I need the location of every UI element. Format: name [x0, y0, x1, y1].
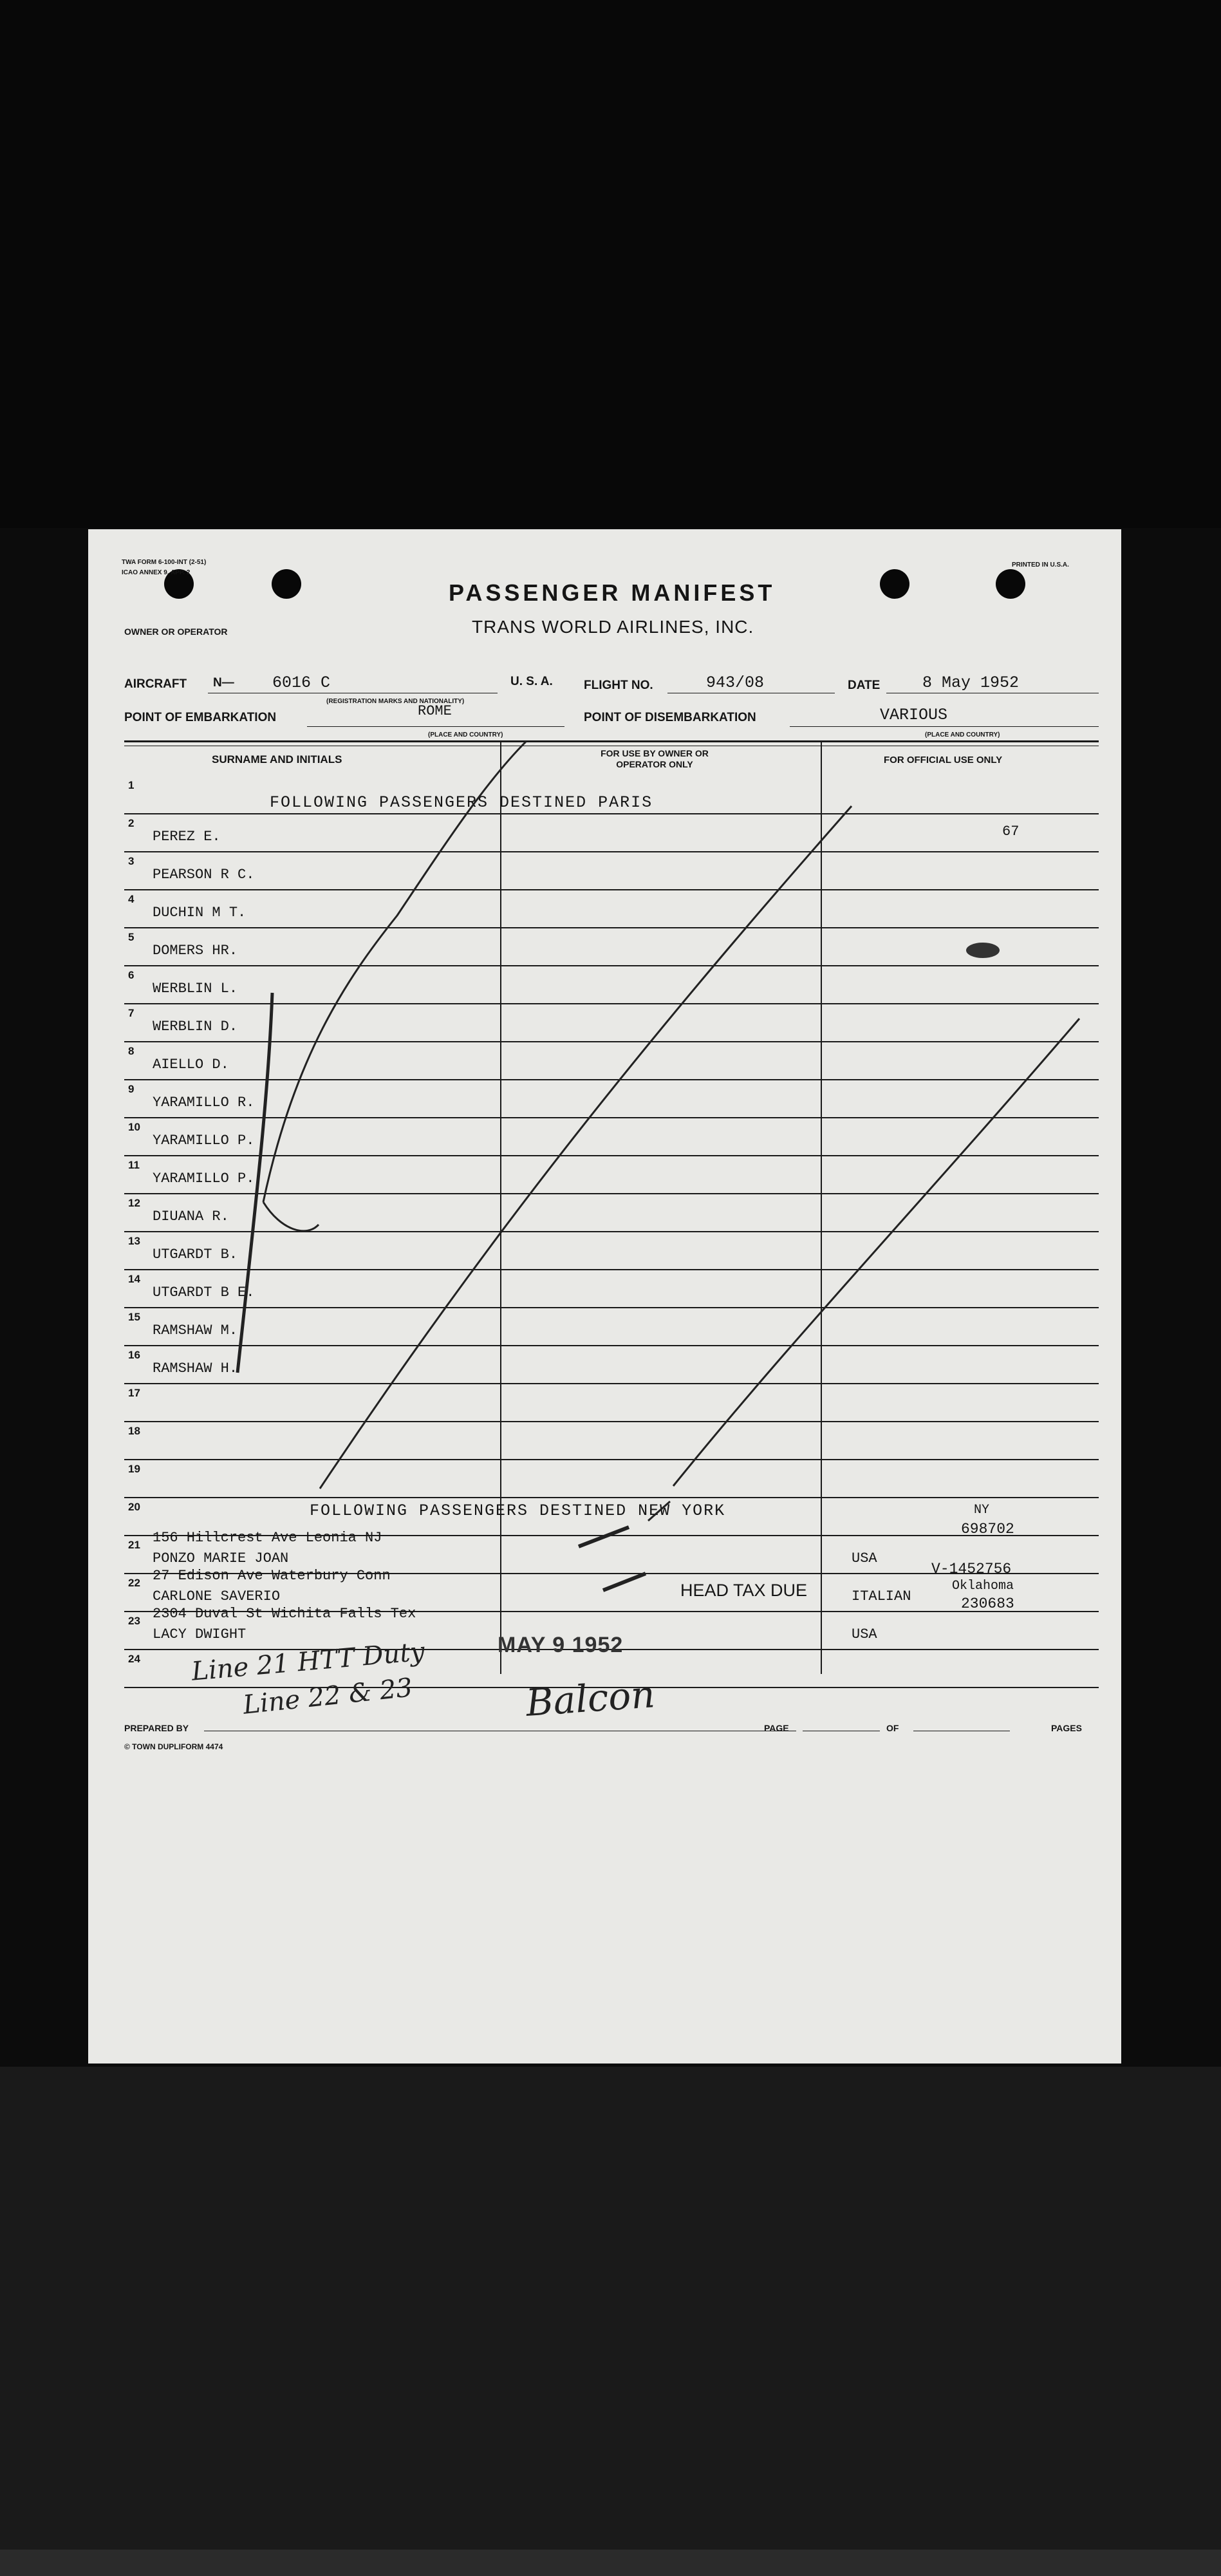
row-number: 12: [128, 1197, 140, 1209]
official-note-row-23: Oklahoma: [952, 1579, 1014, 1594]
row-rule: [124, 1307, 1099, 1308]
row-number: 7: [128, 1007, 135, 1019]
official-value-row-21: 698702: [961, 1521, 1014, 1537]
row-rule: [124, 1231, 1099, 1232]
cancel-stroke-hook: [263, 1202, 319, 1231]
row-number: 10: [128, 1121, 140, 1133]
official-entry: USA: [852, 1626, 877, 1642]
passenger-name: PONZO MARIE JOAN: [153, 1550, 289, 1566]
passenger-name: RAMSHAW H.: [153, 1360, 238, 1377]
row-rule: [124, 813, 1099, 814]
row-number: 1: [128, 779, 135, 791]
film-border-bottom: [0, 2067, 1221, 2576]
official-entry: 67: [1002, 823, 1020, 840]
passenger-name: WERBLIN L.: [153, 981, 238, 997]
row-number: 9: [128, 1083, 135, 1095]
pages-label: PAGES: [1051, 1723, 1082, 1733]
aircraft-number: 6016 C: [272, 673, 331, 692]
address-row-22: 27 Edison Ave Waterbury Conn: [153, 1568, 391, 1584]
disembarkation-value: VARIOUS: [880, 706, 948, 724]
registration-caption: (REGISTRATION MARKS AND NATIONALITY): [326, 698, 465, 705]
row-number: 24: [128, 1653, 140, 1665]
passenger-name: LACY DWIGHT: [153, 1626, 247, 1642]
row-rule: [124, 851, 1099, 852]
film-edge: [0, 2550, 1221, 2576]
airline-name: TRANS WORLD AIRLINES, INC.: [472, 617, 754, 637]
official-value-row-22: V-1452756: [931, 1561, 1012, 1577]
of-label: OF: [886, 1723, 899, 1733]
official-note-row-21: NY: [974, 1503, 990, 1518]
owner-note: HEAD TAX DUE: [680, 1581, 808, 1600]
row-number: 19: [128, 1463, 140, 1475]
passenger-name: YARAMILLO P.: [153, 1170, 255, 1187]
passenger-name: DIUANA R.: [153, 1208, 229, 1225]
passenger-name: PEARSON R C.: [153, 867, 255, 883]
address-row-21: 156 Hillcrest Ave Leonia NJ: [153, 1530, 382, 1546]
handwritten-signature: Balcon: [524, 1672, 657, 1725]
passenger-name: UTGARDT B E.: [153, 1284, 255, 1301]
handwritten-note-2: Line 22 & 23: [241, 1673, 415, 1720]
tick-mark-1: [579, 1527, 629, 1547]
cancel-stroke-middle: [320, 806, 852, 1489]
passenger-name: DOMERS HR.: [153, 943, 238, 959]
row-rule: [124, 1041, 1099, 1042]
row-number: 5: [128, 931, 135, 943]
row-number: 21: [128, 1539, 140, 1551]
row-rule: [124, 1459, 1099, 1460]
printer-note: © TOWN DUPLIFORM 4474: [124, 1742, 223, 1751]
row-number: 23: [128, 1615, 140, 1627]
punch-hole: [996, 569, 1025, 599]
flight-number: 943/08: [706, 673, 765, 692]
disembark-place-caption: (PLACE AND COUNTRY): [925, 731, 1000, 738]
aircraft-nationality: U. S. A.: [510, 675, 553, 688]
official-entry: ITALIAN: [852, 1588, 911, 1604]
embark-place-caption: (PLACE AND COUNTRY): [428, 731, 503, 738]
column-header-owner: FOR USE BY OWNER OR OPERATOR ONLY: [601, 748, 709, 769]
row-rule: [124, 927, 1099, 928]
passenger-name: UTGARDT B.: [153, 1246, 238, 1263]
punch-hole: [880, 569, 909, 599]
printed-in: PRINTED IN U.S.A.: [1012, 561, 1069, 569]
row-number: 2: [128, 817, 135, 829]
flight-label: FLIGHT NO.: [584, 679, 653, 692]
passenger-name: DUCHIN M T.: [153, 905, 247, 921]
manifest-sheet: [88, 529, 1121, 2064]
form-code: TWA FORM 6-100-INT (2-51): [122, 559, 207, 566]
row-number: 18: [128, 1425, 140, 1437]
row-number: 22: [128, 1577, 140, 1589]
passenger-name: AIELLO D.: [153, 1057, 229, 1073]
row-rule: [124, 1345, 1099, 1346]
form-title: PASSENGER MANIFEST: [449, 579, 776, 606]
aircraft-label: AIRCRAFT: [124, 677, 187, 691]
tick-mark-2: [603, 1574, 646, 1590]
passenger-name: PEREZ E.: [153, 829, 221, 845]
flight-date: 8 May 1952: [922, 673, 1020, 692]
row-number: 15: [128, 1311, 140, 1323]
disembarkation-label: POINT OF DISEMBARKATION: [584, 711, 756, 724]
aircraft-prefix: N—: [213, 676, 234, 690]
row-number: 17: [128, 1387, 140, 1399]
row-rule: [124, 1193, 1099, 1194]
row-rule: [124, 1003, 1099, 1004]
row-rule: [124, 1383, 1099, 1384]
prepared-by-label: PREPARED BY: [124, 1723, 189, 1733]
passenger-name: YARAMILLO P.: [153, 1133, 255, 1149]
address-row-23: 2304 Duval St Wichita Falls Tex: [153, 1606, 416, 1622]
row-rule: [124, 965, 1099, 966]
row-rule: [124, 889, 1099, 890]
official-value-row-23: 230683: [961, 1595, 1014, 1612]
date-stamp: MAY 9 1952: [498, 1633, 624, 1657]
passenger-name: CARLONE SAVERIO: [153, 1588, 281, 1604]
row-number: 4: [128, 893, 135, 905]
row-number: 8: [128, 1045, 135, 1057]
cancel-stroke-right: [673, 1019, 1079, 1486]
row-number: 13: [128, 1235, 140, 1247]
handwritten-note-1: Line 21 HTT Duty: [190, 1637, 426, 1687]
page-label: PAGE: [764, 1723, 789, 1733]
embarkation-label: POINT OF EMBARKATION: [124, 711, 277, 724]
ink-blot: [966, 943, 1000, 958]
official-entry: USA: [852, 1550, 877, 1566]
owner-label: OWNER OR OPERATOR: [124, 626, 228, 637]
row-number: 14: [128, 1273, 140, 1285]
row-number: 20: [128, 1501, 140, 1513]
section-destined-new-york: FOLLOWING PASSENGERS DESTINED NEW YORK: [310, 1501, 726, 1520]
row-number: 11: [128, 1159, 140, 1171]
row-rule: [124, 1269, 1099, 1270]
embarkation-value: ROME: [418, 703, 452, 719]
passenger-name: YARAMILLO R.: [153, 1095, 255, 1111]
film-border-top: [0, 0, 1221, 528]
column-header-official: FOR OFFICIAL USE ONLY: [884, 755, 1003, 766]
row-number: 16: [128, 1349, 140, 1361]
row-rule: [124, 1155, 1099, 1156]
row-rule: [124, 1117, 1099, 1118]
passenger-name: RAMSHAW M.: [153, 1322, 238, 1339]
column-header-surname: SURNAME AND INITIALS: [212, 753, 342, 766]
passenger-name: WERBLIN D.: [153, 1019, 238, 1035]
section-destined-paris: FOLLOWING PASSENGERS DESTINED PARIS: [270, 793, 653, 812]
row-rule: [124, 1497, 1099, 1498]
row-number: 3: [128, 855, 135, 867]
date-label: DATE: [848, 679, 881, 692]
row-rule: [124, 1079, 1099, 1080]
row-number: 6: [128, 969, 135, 981]
form-code-annex: ICAO ANNEX 9, APP. 2: [122, 569, 191, 576]
punch-hole: [272, 569, 301, 599]
row-rule: [124, 1421, 1099, 1422]
